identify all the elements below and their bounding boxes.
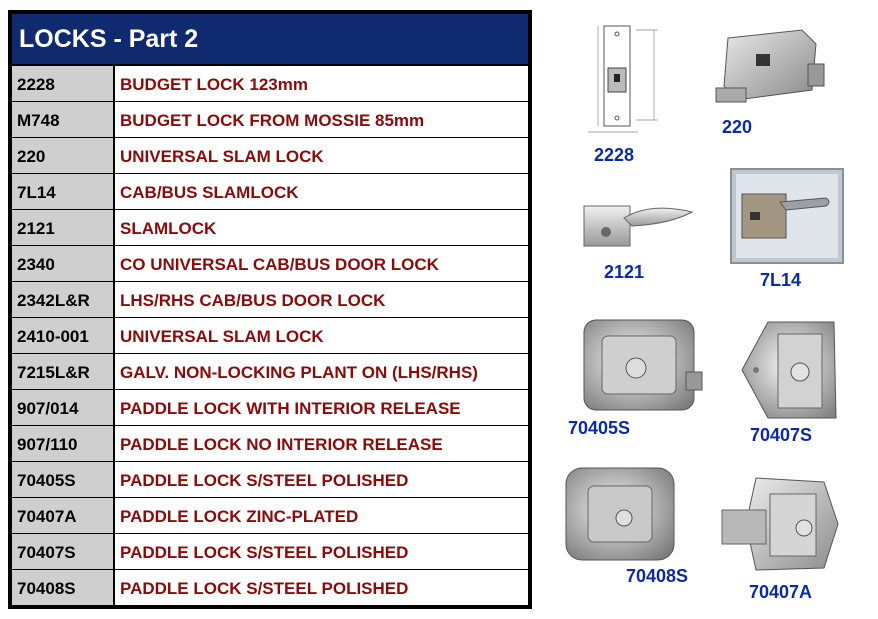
part-description: PADDLE LOCK S/STEEL POLISHED	[115, 570, 528, 605]
label-220: 220	[722, 117, 753, 137]
table-body	[12, 66, 528, 606]
table-row	[12, 102, 528, 137]
lock-2121-image	[580, 196, 698, 256]
lock-70407A-image	[720, 472, 842, 576]
lock-2228-image	[578, 20, 668, 140]
part-code: 907/014	[12, 390, 113, 425]
label-2228: 2228	[594, 145, 635, 165]
label-70407S: 70407S	[750, 425, 813, 445]
table-row	[12, 138, 528, 173]
table-row	[12, 534, 528, 569]
part-code: 70407A	[12, 498, 113, 533]
part-code: 7215L&R	[12, 354, 113, 389]
part-description: LHS/RHS CAB/BUS DOOR LOCK	[115, 282, 528, 317]
table-row	[12, 570, 528, 605]
table-row	[12, 282, 528, 317]
part-code: 2410-001	[12, 318, 113, 353]
label-70407A: 70407A	[749, 582, 813, 602]
lock-70405S-image	[580, 314, 706, 418]
lock-7L14-image	[730, 168, 844, 264]
table-row	[12, 318, 528, 353]
part-description: UNIVERSAL SLAM LOCK	[115, 318, 528, 353]
part-code: 2340	[12, 246, 113, 281]
part-description: GALV. NON-LOCKING PLANT ON (LHS/RHS)	[115, 354, 528, 389]
part-description: BUDGET LOCK 123mm	[115, 66, 528, 101]
table-row	[12, 246, 528, 281]
part-description: SLAMLOCK	[115, 210, 528, 245]
label-70408S: 70408S	[626, 566, 689, 586]
table-row	[12, 462, 528, 497]
table-row	[12, 354, 528, 389]
part-description: PADDLE LOCK WITH INTERIOR RELEASE	[115, 390, 528, 425]
part-code: M748	[12, 102, 113, 137]
table-row	[12, 426, 528, 461]
lock-70407S-image	[738, 318, 840, 424]
lock-220-image	[712, 24, 828, 112]
part-code: 70408S	[12, 570, 113, 605]
part-description: UNIVERSAL SLAM LOCK	[115, 138, 528, 173]
part-description: CAB/BUS SLAMLOCK	[115, 174, 528, 209]
part-description: PADDLE LOCK S/STEEL POLISHED	[115, 534, 528, 569]
part-code: 7L14	[12, 174, 113, 209]
part-code: 220	[12, 138, 113, 173]
lock-70408S-image	[562, 462, 678, 566]
table-title: LOCKS - Part 2	[12, 14, 528, 64]
part-code: 70407S	[12, 534, 113, 569]
part-description: PADDLE LOCK ZINC-PLATED	[115, 498, 528, 533]
part-description: CO UNIVERSAL CAB/BUS DOOR LOCK	[115, 246, 528, 281]
part-code: 907/110	[12, 426, 113, 461]
part-code: 2121	[12, 210, 113, 245]
table-row	[12, 66, 528, 101]
part-code: 2342L&R	[12, 282, 113, 317]
part-description: PADDLE LOCK S/STEEL POLISHED	[115, 462, 528, 497]
table-row	[12, 390, 528, 425]
table-row	[12, 210, 528, 245]
label-7L14: 7L14	[760, 270, 802, 290]
part-description: PADDLE LOCK NO INTERIOR RELEASE	[115, 426, 528, 461]
table-row	[12, 174, 528, 209]
part-description: BUDGET LOCK FROM MOSSIE 85mm	[115, 102, 528, 137]
label-2121: 2121	[604, 262, 645, 282]
locks-table	[8, 10, 532, 609]
part-code: 70405S	[12, 462, 113, 497]
part-code: 2228	[12, 66, 113, 101]
label-70405S: 70405S	[568, 418, 631, 438]
table-row	[12, 498, 528, 533]
